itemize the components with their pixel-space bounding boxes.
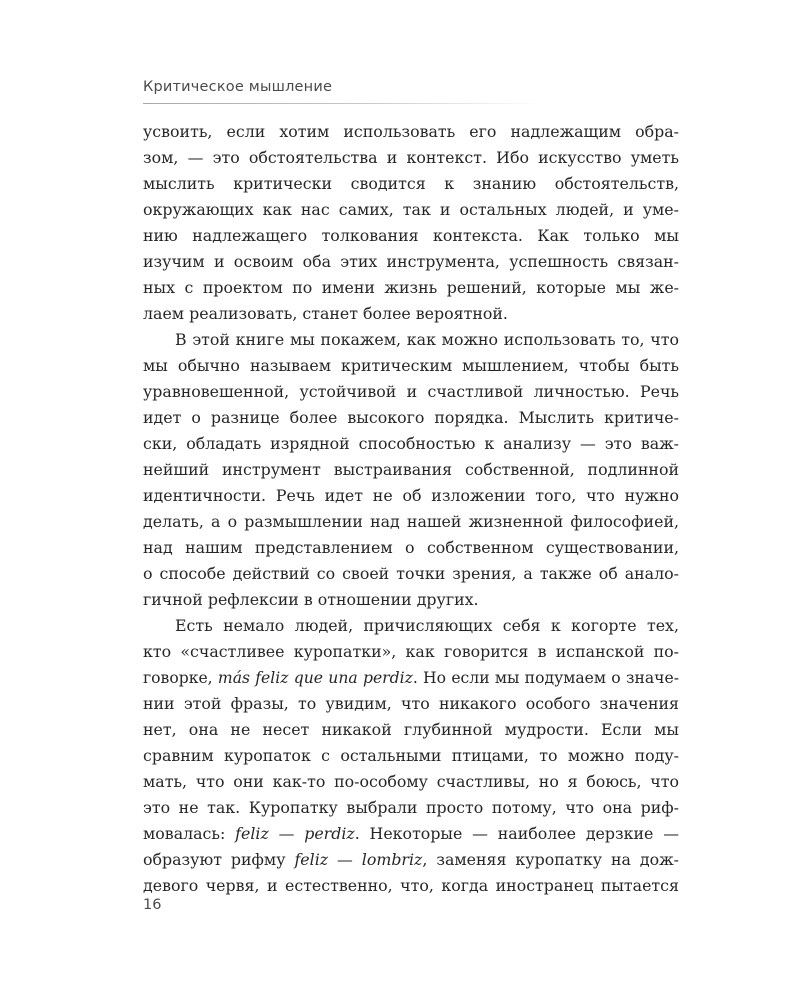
text-line: кто «счастливее куропатки», как говорится в испанской по- [143,642,679,661]
text-line: это не так. Куропатку выбрали просто потому, что она риф- [143,798,679,817]
text-line: окружающих как нас самих, так и остальных людей, и уме- [143,200,679,219]
text-line [143,847,679,873]
text-line: нии этой фразы, то увидим, что никакого особого значения [143,694,679,713]
text-line: мы обычно называем критическим мышлением, чтобы быть [143,356,679,375]
text-line: о способе действий со своей точки зрения, а также об анало- [143,564,679,583]
text-line: идет о разнице более высокого порядка. Мыслить критиче- [143,408,679,427]
text-line [143,665,679,691]
text-line: нию надлежащего толкования контекста. Как только мы [143,226,679,245]
text-line: нет, она не несет никакой глубинной мудрости. Если мы [143,720,679,739]
text-line: делать, а о размышлении над нашей жизненной философией, [143,512,679,531]
text-line: идентичности. Речь идет не об изложении того, что нужно [143,486,679,505]
text-line: лаем реализовать, станет более вероятной. [143,304,508,323]
page-number: 16 [143,897,162,913]
text-line: изучим и освоим оба этих инструмента, успешность связан- [143,252,679,271]
text-segment: , заменяя куропатку на дож- [422,850,679,869]
italic-phrase: más feliz que una perdiz [217,669,413,687]
header-divider [143,103,543,104]
text-line: мыслить критически сводится к знанию обстоятельств, [143,174,679,193]
text-line: нейший инструмент выстраивания собственной, подлинной [143,460,679,479]
italic-phrase: feliz — lombriz [294,850,423,869]
text-line: над нашим представлением о собственном существовании, [143,538,679,557]
text-segment: образуют рифму [143,850,295,869]
text-line: усвоить, если хотим использовать его надлежащим обра- [143,122,679,141]
text-segment: мовалась: [143,824,236,843]
text-line: уравновешенной, устойчивой и счастливой личностью. Речь [143,382,679,401]
text-line: гичной рефлексии в отношении других. [143,590,479,609]
text-line: девого червя, и естественно, что, когда иностранец пытается [143,876,679,895]
text-line: зом, — это обстоятельства и контекст. Ибо искусство уметь [143,148,679,167]
text-segment: говорке, [143,669,218,687]
text-line: сравним куропаток с остальными птицами, то можно поду- [143,746,679,765]
text-line: ных с проектом по имени жизнь решений, которые мы же- [143,278,679,297]
text-line: Есть немало людей, причисляющих себя к когорте тех, [175,616,679,635]
text-line: В этой книге мы покажем, как можно использовать то, что [175,330,679,349]
text-segment: . Некоторые — наиболее дерзкие — [354,824,679,843]
text-line: ски, обладать изрядной способностью к анализу — это важ- [143,434,679,453]
body-text [143,119,679,899]
text-line [143,821,679,847]
text-line: мать, что они как-то по-особому счастливы, но я боюсь, что [143,772,679,791]
italic-phrase: feliz — perdiz [235,824,355,843]
text-segment: . Но если мы подумаем о значе- [412,669,679,687]
running-header: Критическое мышление [143,79,333,95]
